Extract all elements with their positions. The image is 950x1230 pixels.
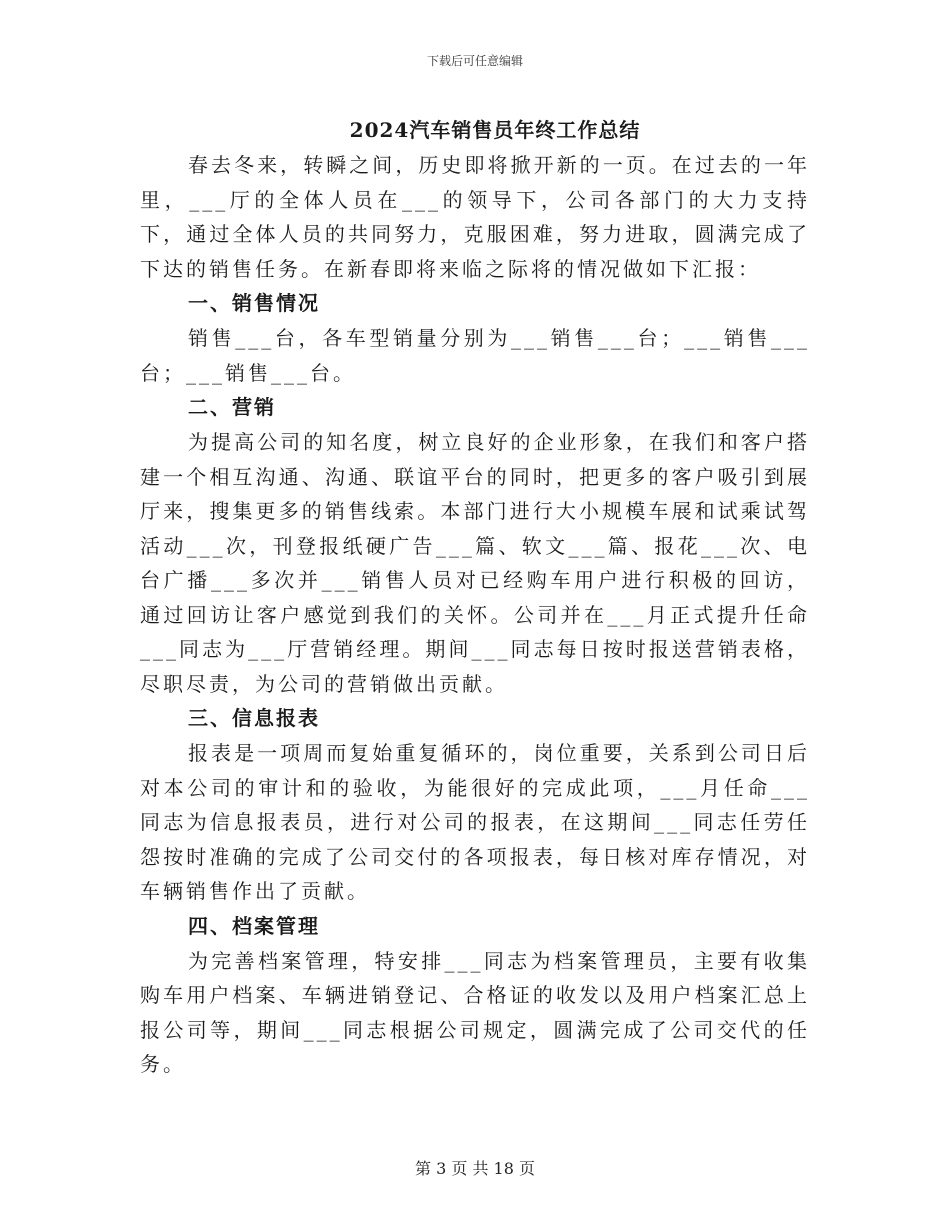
marketing-paragraph: 为提高公司的知名度，树立良好的企业形象，在我们和客户搭建一个相互沟通、沟通、联谊平台的同时，把更多的客户吸引到展厅来，搜集更多的销售线索。本部门进行大小规模车展和试乘试驾活动___次，刊登报纸硬广告___篇、软文___篇、报花___次、电台广播___多次并___销售人员对已经购车用户进行积极的回访，通过回访让客户感觉到我们的关怀。公司并在___月正式提升任命___同志为___厅营销经理。期间___同志每日按时报送营销表格，尽职尽责，为公司的营销做出贡献。	[140, 430, 810, 696]
sales-paragraph: 销售___台，各车型销量分别为___销售___台；___销售___台；___销售___台。	[140, 326, 810, 385]
document-title: 2024汽车销售员年终工作总结	[349, 118, 641, 142]
document-body	[140, 148, 810, 1082]
section-heading-archives: 四、档案管理	[188, 913, 320, 938]
section-heading-reports: 三、信息报表	[188, 706, 320, 730]
intro-paragraph: 春去冬来，转瞬之间，历史即将掀开新的一页。在过去的一年里，___厅的全体人员在___的领导下，公司各部门的大力支持下，通过全体人员的共同努力，克服困难，努力进取，圆满完成了下达的销售任务。在新春即将来临之际将的情况做如下汇报：	[140, 153, 810, 281]
page-number-footer: 第 3 页 共 18 页	[415, 1159, 535, 1178]
header-note: 下载后可任意编辑	[426, 54, 523, 68]
section-heading-sales: 一、销售情况	[188, 291, 320, 315]
reports-paragraph: 报表是一项周而复始重复循环的，岗位重要，关系到公司日后对本公司的审计和的验收，为能很好的完成此项，___月任命___同志为信息报表员，进行对公司的报表，在这期间___同志任劳任怨按时准确的完成了公司交付的各项报表，每日核对库存情况，对车辆销售作出了贡献。	[140, 741, 810, 903]
section-heading-marketing: 二、营销	[188, 395, 276, 419]
archives-paragraph: 为完善档案管理，特安排___同志为档案管理员，主要有收集购车用户档案、车辆进销登记、合格证的收发以及用户档案汇总上报公司等，期间___同志根据公司规定，圆满完成了公司交代的任务。	[140, 948, 810, 1076]
